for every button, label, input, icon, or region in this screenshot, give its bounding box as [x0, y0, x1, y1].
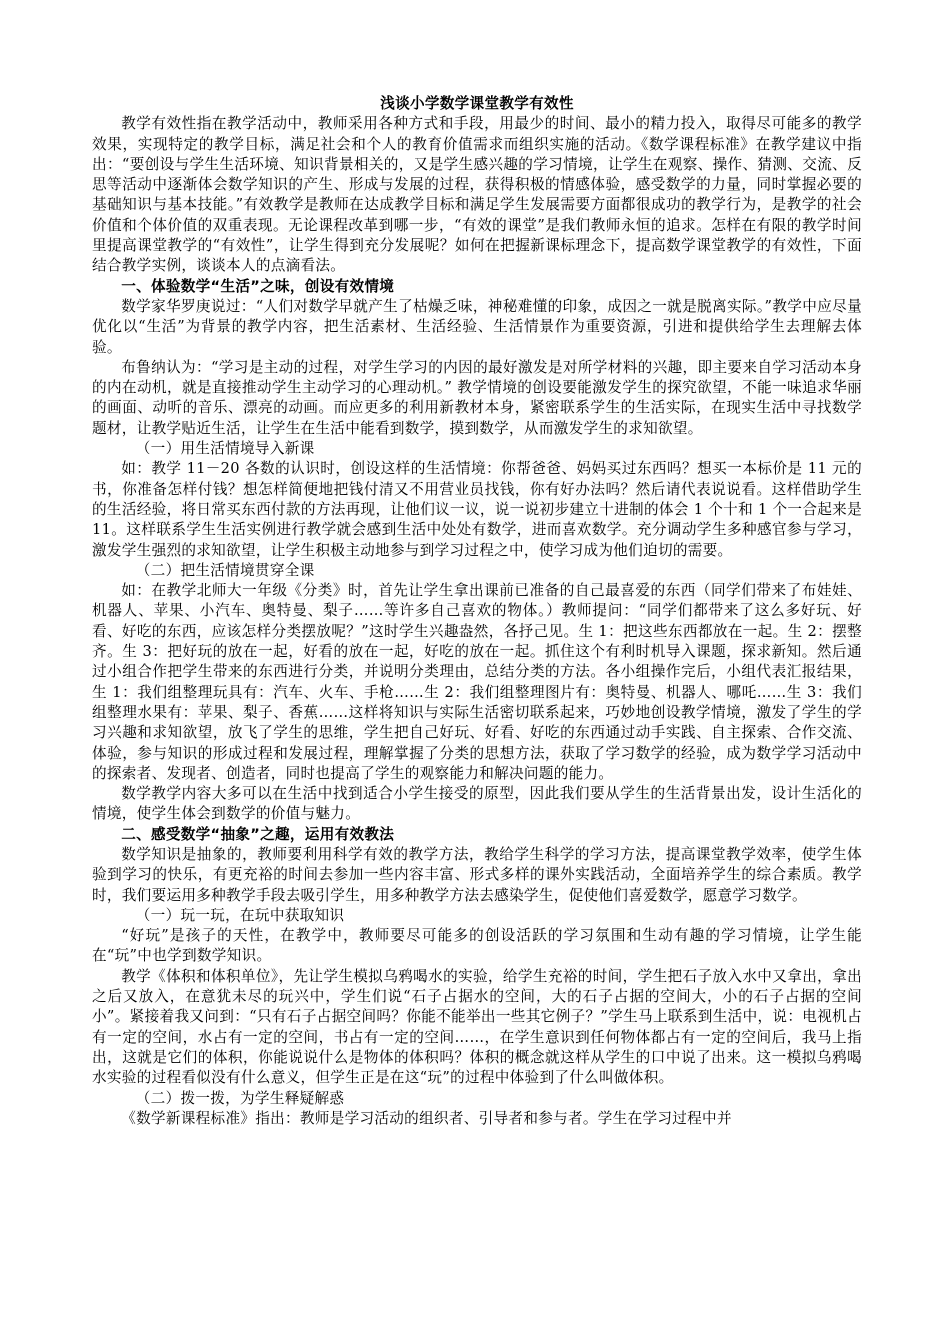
subsection-heading: （一）用生活情境导入新课	[135, 440, 315, 458]
subsection-heading: （一）玩一玩，在玩中获取知识	[135, 906, 345, 924]
section-heading-1: 一、体验数学“生活”之味，创设有效情境	[121, 277, 395, 295]
body-paragraph: 数学家华罗庚说过：“人们对数学早就产生了枯燥乏味，神秘难懂的印象，成因之一就是脱离实际。”教学中应尽量优化以“生活”为背景的教学内容，把生活素材、生活经验、生活情景作为重要资源，引进和提供给学生去理解去体验。	[92, 297, 862, 356]
section-heading-2: 二、感受数学“抽象”之趣，运用有效教法	[121, 825, 395, 843]
subsection-heading: （二）把生活情境贯穿全课	[135, 561, 315, 579]
body-paragraph: 布鲁纳认为：“学习是主动的过程，对学生学习的内因的最好激发是对所学材料的兴趣，即主要来自学习活动本身的内在动机，就是直接推动学生主动学习的心理动机。” 教学情境的创设要能激发学生的探究欲望，不能一味追求华丽的画面、动听的音乐、漂亮的动画。而应更多的利用新教材本身，紧密联系学生的生活实际，在现实生活中寻找数学题材，让教学贴近生活，让学生在生活中能看到数学，摸到数学，从而激发学生的求知欲望。	[92, 358, 862, 437]
body-paragraph: 如：在教学北师大一年级《分类》时，首先让学生拿出课前已准备的自己最喜爱的东西（同学们带来了布娃娃、机器人、苹果、小汽车、奥特曼、梨子……等许多自己喜欢的物体。）教师提问：“同学们都带来了这么多好玩、好看、好吃的东西，应该怎样分类摆放呢？”这时学生兴趣盎然，各抒己见。生 1：把这些东西都放在一起。生 2：摆整齐。生 3：把好玩的放在一起，好看的放在一起，好吃的放在一起。抓住这个有利时机导入课题，探求新知。然后通过小组合作把学生带来的东西进行分类，并说明分类理由，总结分类的方法。各小组操作完后，小组代表汇报结果，生 1：我们组整理玩具有：汽车、火车、手枪……生 2：我们组整理图片有：奥特曼、机器人、哪吒……生 3：我们组整理水果有：苹果、梨子、香蕉……这样将知识与实际生活密切联系起来，巧妙地创设教学情境，激发了学生的学习兴趣和求知欲望，放飞了学生的思维，学生把自己好玩、好看、好吃的东西通过动手实践、自主探索、合作交流、体验，参与知识的形成过程和发展过程，理解掌握了分类的思想方法，获取了学习数学的经验，成为数学学习活动中的探索者、发现者、创造者，同时也提高了学生的观察能力和解决问题的能力。	[92, 582, 862, 782]
body-paragraph: 教学《体积和体积单位》，先让学生模拟乌鸦喝水的实验，给学生充裕的时间，学生把石子放入水中又拿出，拿出之后又放入，在意犹未尽的玩兴中，学生们说“石子占据水的空间，大的石子占据的空间大，小的石子占据的空间小”。紧接着我又问到：“只有石子占据空间吗？你能不能举出一些其它例子？”学生马上联系到生活中，说：电视机占有一定的空间，水占有一定的空间，书占有一定的空间……，在学生意识到任何物体都占有一定的空间后，我马上指出，这就是它们的体积，你能说说什么是物体的体积吗？体积的概念就这样从学生的口中说了出来。这一模拟乌鸦喝水实验的过程看似没有什么意义，但学生正是在这“玩”的过程中体验到了什么叫做体积。	[92, 967, 862, 1087]
body-paragraph: 数学知识是抽象的，教师要利用科学有效的教学方法，教给学生科学的学习方法，提高课堂教学效率，使学生体验到学习的快乐，有更充裕的时间去参加一些内容丰富、形式多样的课外实践活动，全面培养学生的综合素质。教学时，我们要运用多种教学手段去吸引学生，用多种教学方法去感染学生，促使他们喜爱数学，愿意学习数学。	[92, 845, 862, 904]
body-paragraph: 数学教学内容大多可以在生活中找到适合小学生接受的原型，因此我们要从学生的生活背景出发，设计生活化的情境，使学生体会到数学的价值与魅力。	[92, 785, 862, 823]
subsection-heading: （二）拨一拨，为学生释疑解惑	[135, 1089, 345, 1107]
document-title: 浅谈小学数学课堂教学有效性	[380, 95, 574, 112]
intro-paragraph: 教学有效性指在教学活动中，教师采用各种方式和手段，用最少的时间、最小的精力投入，取得尽可能多的教学效果，实现特定的教学目标，满足社会和个人的教育价值需求而组织实施的活动。《数学课程标准》在教学建议中指出：“要创设与学生生活环境、知识背景相关的，又是学生感兴趣的学习情境，让学生在观察、操作、猜测、交流、反思等活动中逐渐体会数学知识的产生、形成与发展的过程，获得积极的情感体验，感受数学的力量，同时掌握必要的基础知识与基本技能。”有效教学是教师在达成教学目标和满足学生发展需要方面都很成功的教学行为，是教学的社会价值和个体价值的双重表现。无论课程改革到哪一步，“有效的课堂”是我们教师永恒的追求。怎样在有限的教学时间里提高课堂教学的“有效性”，让学生得到充分发展呢？如何在把握新课标理念下，提高数学课堂教学的有效性，下面结合教学实例，谈谈本人的点滴看法。	[92, 115, 862, 275]
body-paragraph: “好玩”是孩子的天性，在教学中，教师要尽可能多的创设活跃的学习氛围和生动有趣的学习情境，让学生能在“玩”中也学到数学知识。	[92, 927, 862, 965]
body-paragraph: 如：教学 11－20 各数的认识时，创设这样的生活情境：你帮爸爸、妈妈买过东西吗？想买一本标价是 11 元的书，你准备怎样付钱？想怎样简便地把钱付清又不用营业员找钱，你有好办法吗？然后请代表说说看。这样借助学生的生活经验，将日常买东西付款的方法再现，让他们议一议，说一说初步建立十进制的体会 1 个十和 1 个一合起来是 11。这样联系学生生活实例进行教学就会感到生活中处处有数学，进而喜欢数学。充分调动学生多种感官参与学习，激发学生强烈的求知欲望，让学生积极主动地参与到学习过程之中，使学习成为他们迫切的需要。	[92, 460, 862, 559]
body-paragraph: 《数学新课程标准》指出：教师是学习活动的组织者、引导者和参与者。学生在学习过程中并	[121, 1109, 732, 1127]
